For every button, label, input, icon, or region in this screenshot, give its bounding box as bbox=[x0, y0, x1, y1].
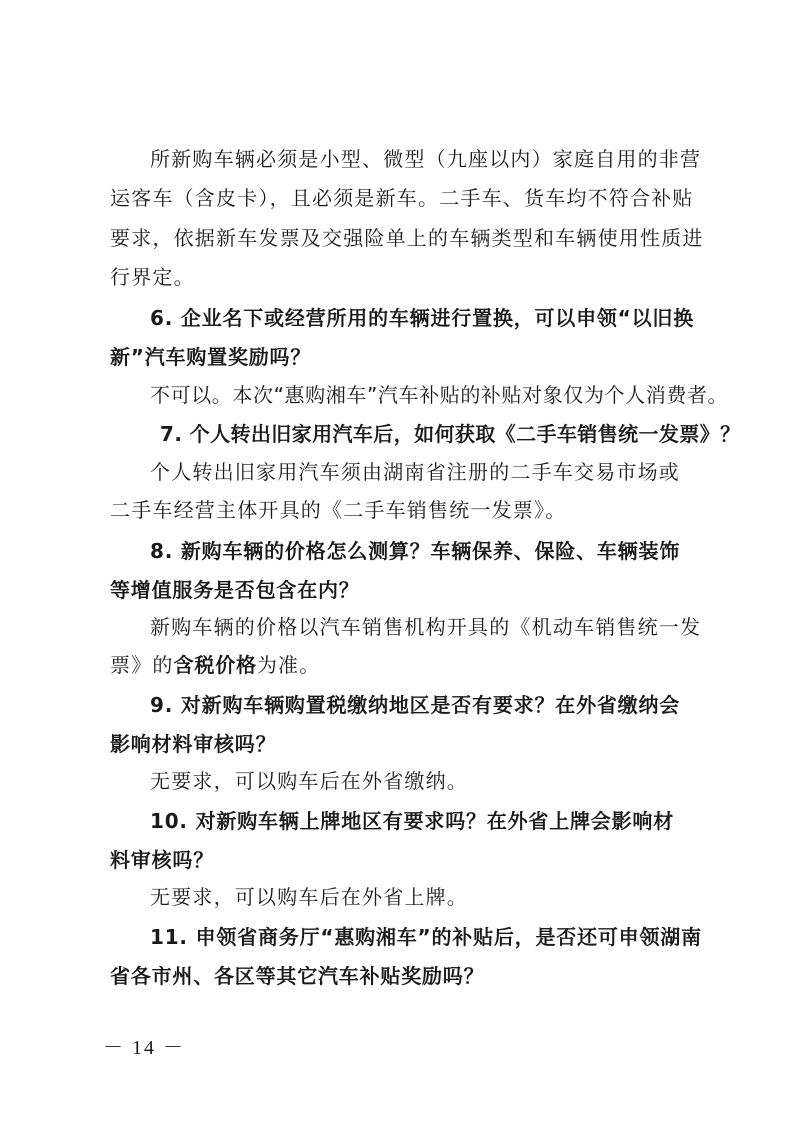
answer-text: 票》的 bbox=[110, 653, 174, 677]
paragraph-line: 所新购车辆必须是小型、微型（九座以内）家庭自用的非营 bbox=[150, 147, 702, 171]
page-number: － 14 － bbox=[103, 1037, 185, 1059]
paragraph-line: 要求，依据新车发票及交强险单上的车辆类型和车辆使用性质进 bbox=[110, 226, 704, 250]
question-heading: 新”汽车购置奖励吗？ bbox=[110, 345, 312, 369]
question-heading: 9. 对新购车辆购置税缴纳地区是否有要求？在外省缴纳会 bbox=[150, 693, 681, 717]
question-heading: 11. 申领省商务厅“惠购湘车”的补贴后，是否还可申领湖南 bbox=[150, 925, 702, 949]
emphasis-text: 含税价格 bbox=[173, 653, 257, 677]
answer-line: 不可以。本次“惠购湘车”汽车补贴的补贴对象仅为个人消费者。 bbox=[150, 383, 729, 407]
question-heading: 6. 企业名下或经营所用的车辆进行置换，可以申领“以旧换 bbox=[150, 306, 695, 330]
answer-line: 无要求，可以购车后在外省缴纳。 bbox=[150, 769, 468, 793]
question-heading: 影响材料审核吗？ bbox=[110, 732, 277, 756]
answer-line bbox=[110, 652, 320, 678]
question-heading: 省各市州、各区等其它汽车补贴奖励吗？ bbox=[110, 964, 485, 988]
answer-line: 个人转出旧家用汽车须由湖南省注册的二手车交易市场或 bbox=[150, 460, 680, 484]
paragraph-line: 行界定。 bbox=[110, 265, 195, 289]
paragraph-line: 运客车（含皮卡），且必须是新车。二手车、货车均不符合补贴 bbox=[110, 186, 694, 210]
answer-line: 二手车经营主体开具的《二手车销售统一发票》。 bbox=[110, 498, 567, 522]
answer-text: 为准。 bbox=[256, 653, 321, 677]
question-heading: 等增值服务是否包含在内？ bbox=[110, 578, 360, 602]
question-heading: 10. 对新购车辆上牌地区有要求吗？在外省上牌会影响材 bbox=[150, 809, 674, 833]
answer-line: 无要求，可以购车后在外省上牌。 bbox=[150, 885, 468, 909]
question-heading: 料审核吗？ bbox=[110, 848, 214, 872]
answer-line: 新购车辆的价格以汽车销售机构开具的《机动车销售统一发 bbox=[150, 615, 702, 639]
question-heading: 7. 个人转出旧家用汽车后，如何获取《二手车销售统一发票》？ bbox=[160, 422, 741, 446]
question-heading: 8. 新购车辆的价格怎么测算？车辆保养、保险、车辆装饰 bbox=[150, 539, 681, 563]
